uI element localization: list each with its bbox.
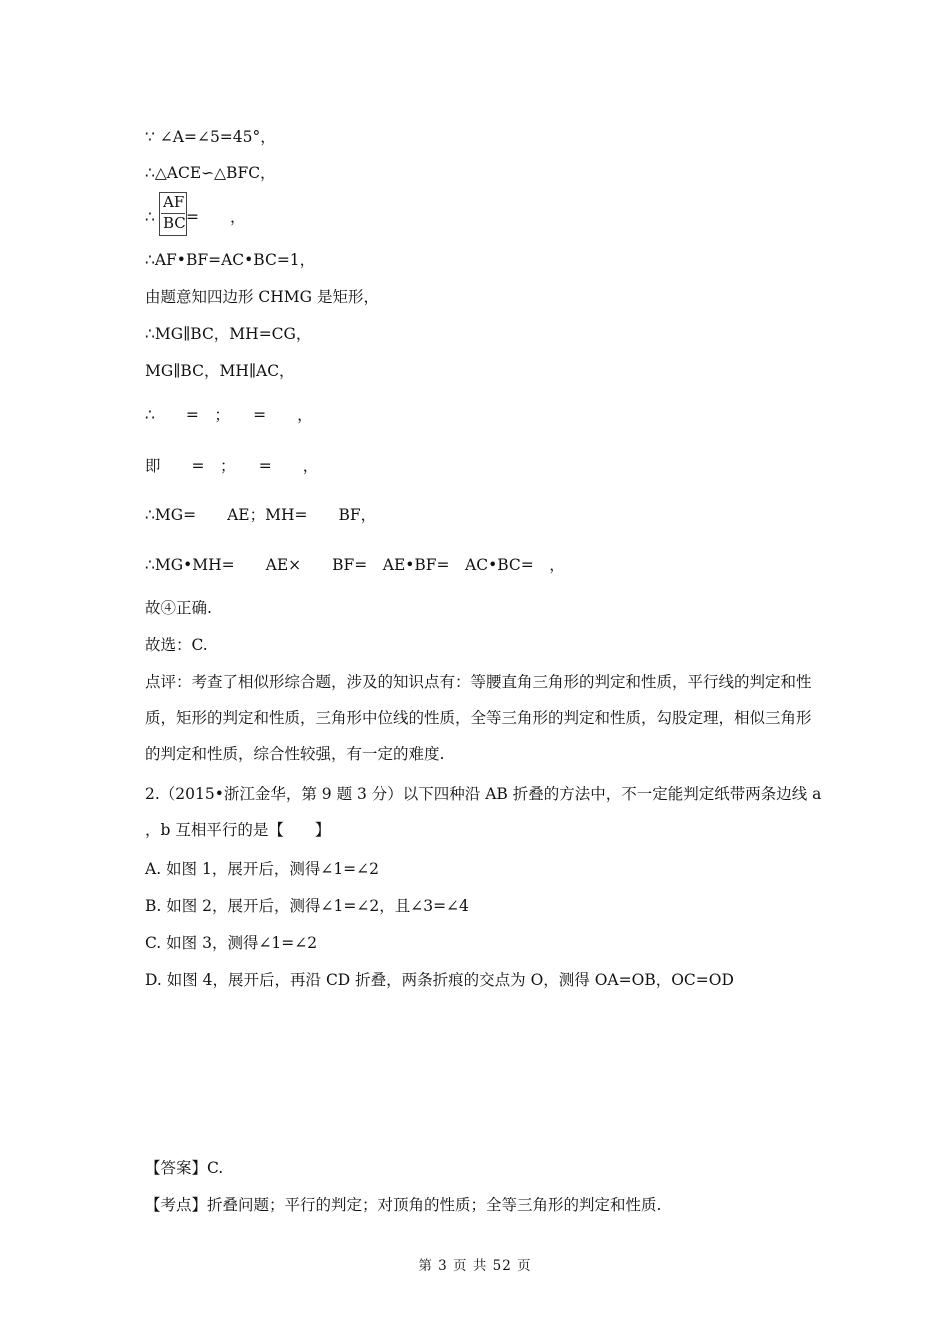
proof-line-13: 故选：C. bbox=[145, 636, 208, 654]
option-c: C. 如图 3，测得∠1=∠2 bbox=[145, 934, 318, 952]
proof-line-4: ∴AF•BF=AC•BC=1， bbox=[145, 251, 316, 269]
proof-line-1: ∵ ∠A=∠5=45°， bbox=[145, 128, 276, 146]
proof-line-3-therefore: ∴ bbox=[145, 208, 155, 226]
proof-line-8: ∴ = ； = ， bbox=[145, 406, 313, 424]
proof-line-6: ∴MG∥BC，MH=CG， bbox=[145, 325, 312, 343]
proof-line-12: 故④正确. bbox=[145, 599, 212, 617]
proof-line-9: 即 = ； = ， bbox=[145, 457, 319, 475]
option-b: B. 如图 2，展开后，测得∠1=∠2，且∠3=∠4 bbox=[145, 897, 469, 915]
fraction-image bbox=[159, 192, 187, 236]
option-a: A. 如图 1，展开后，测得∠1=∠2 bbox=[145, 860, 380, 878]
option-d: D. 如图 4，展开后，再沿 CD 折叠，两条折痕的交点为 O，测得 OA=OB，OC=OD bbox=[145, 971, 734, 989]
proof-line-10: ∴MG= AE；MH= BF， bbox=[145, 506, 377, 524]
kaodian-line: 【考点】折叠问题；平行的判定；对顶角的性质；全等三角形的判定和性质. bbox=[145, 1196, 662, 1214]
fraction-numerator: AF bbox=[163, 193, 185, 211]
proof-line-3-rest: = ， bbox=[186, 208, 246, 226]
proof-line-2: ∴△ACE∽△BFC， bbox=[145, 164, 276, 182]
page-footer: 第 3 页 共 52 页 bbox=[418, 1258, 532, 1274]
fraction-denominator: BC bbox=[163, 214, 186, 232]
comment-paragraph: 点评：考查了相似形综合题，涉及的知识点有：等腰直角三角形的判定和性质，平行线的判定和性质，矩形的判定和性质，三角形中位线的性质，全等三角形的判定和性质，勾股定理，相似三角形的判定和性质，综合性较强，有一定的难度. bbox=[145, 673, 812, 763]
proof-line-11: ∴MG•MH= AE× BF= AE•BF= AC•BC= ， bbox=[145, 556, 565, 574]
proof-line-7: MG∥BC，MH∥AC， bbox=[145, 362, 295, 380]
question-stem: 2.（2015•浙江金华，第 9 题 3 分）以下四种沿 AB 折叠的方法中，不一定能判定纸带两条边线 a ，b 互相平行的是【 】 bbox=[145, 785, 822, 839]
answer-line: 【答案】C. bbox=[145, 1159, 224, 1177]
proof-line-5: 由题意知四边形 CHMG 是矩形， bbox=[145, 288, 379, 306]
